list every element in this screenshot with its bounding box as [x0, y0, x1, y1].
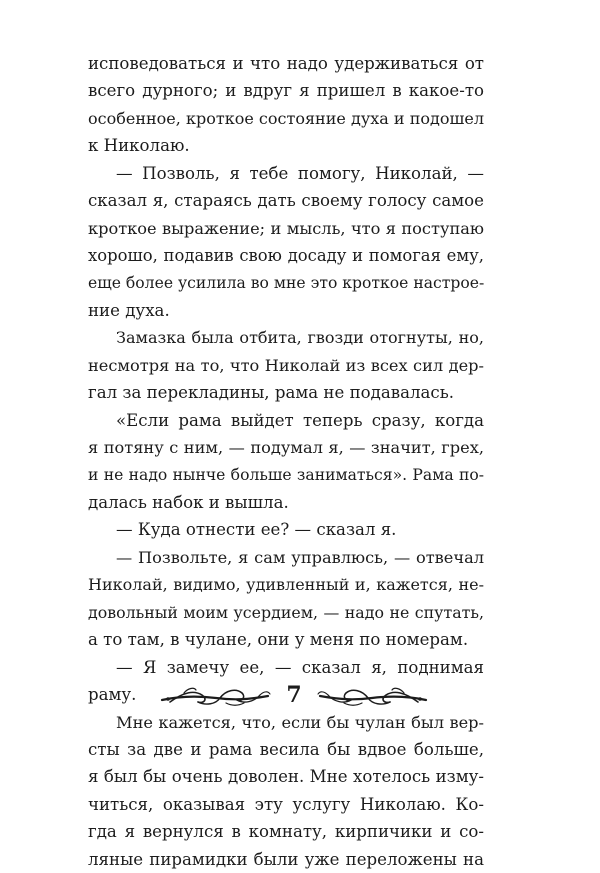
text-line: Николай, видимо, удивленный и, кажется, не- [88, 575, 484, 595]
text-line: гда я вернулся в комнату, кирпичики и со- [88, 822, 484, 842]
text-line: — Позволь, я тебе помогу, Николай, — [116, 163, 484, 183]
text-line: кроткое выражение; и мысль, что я поступаю [88, 218, 484, 238]
text-line: Замазка была отбита, гвозди отогнуты, но, [116, 328, 484, 348]
scroll-ornament-icon [316, 684, 428, 708]
page-number: 7 [286, 682, 302, 708]
text-line: исповедоваться и что надо удерживаться от [88, 54, 484, 73]
text-line: ляные пирамидки были уже переложены на [88, 849, 484, 869]
text-line: «Если рама выйдет теперь сразу, когда [116, 410, 484, 430]
text-line: Мне кажется, что, если бы чулан был вер- [116, 712, 484, 732]
text-line: гал за перекладины, рама не подавалась. [88, 383, 455, 403]
text-line: сказал я, стараясь дать своему голосу самое [88, 191, 484, 211]
text-line: еще более усилила во мне это кроткое настрое- [88, 273, 485, 292]
text-line: к Николаю. [88, 136, 190, 156]
text-line: я потяну с ним, — подумал я, — значит, грех, [88, 438, 484, 458]
text-line: — Позвольте, я сам управлюсь, — отвечал [116, 547, 484, 567]
text-line: довольный моим усердием, — надо не спутать, [88, 602, 484, 622]
text-line: ние духа. [88, 300, 170, 320]
text-line: далась набок и вышла. [88, 493, 289, 512]
text-line: сты за две и рама весила бы вдвое больше, [88, 739, 484, 759]
page-footer [160, 678, 428, 714]
text-line: и не надо нынче больше заниматься». Рама по- [88, 465, 484, 484]
text-line: читься, оказывая эту услугу Николаю. Ко- [88, 794, 484, 814]
text-line: хорошо, подавив свою досаду и помогая ему, [88, 246, 484, 266]
text-line: а то там, в чулане, они у меня по номерам. [88, 630, 469, 650]
text-line: несмотря на то, что Николай из всех сил дер- [88, 355, 484, 375]
text-line: — Я замечу ее, — сказал я, поднимая [116, 657, 484, 677]
text-line: — Куда отнести ее? — сказал я. [116, 520, 397, 540]
text-line: раму. [88, 685, 137, 705]
text-line: я был бы очень доволен. Мне хотелось изму- [88, 767, 484, 787]
text-line: особенное, кроткое состояние духа и подошел [88, 108, 484, 128]
text-line: всего дурного; и вдруг я пришел в какое-то [88, 81, 484, 101]
